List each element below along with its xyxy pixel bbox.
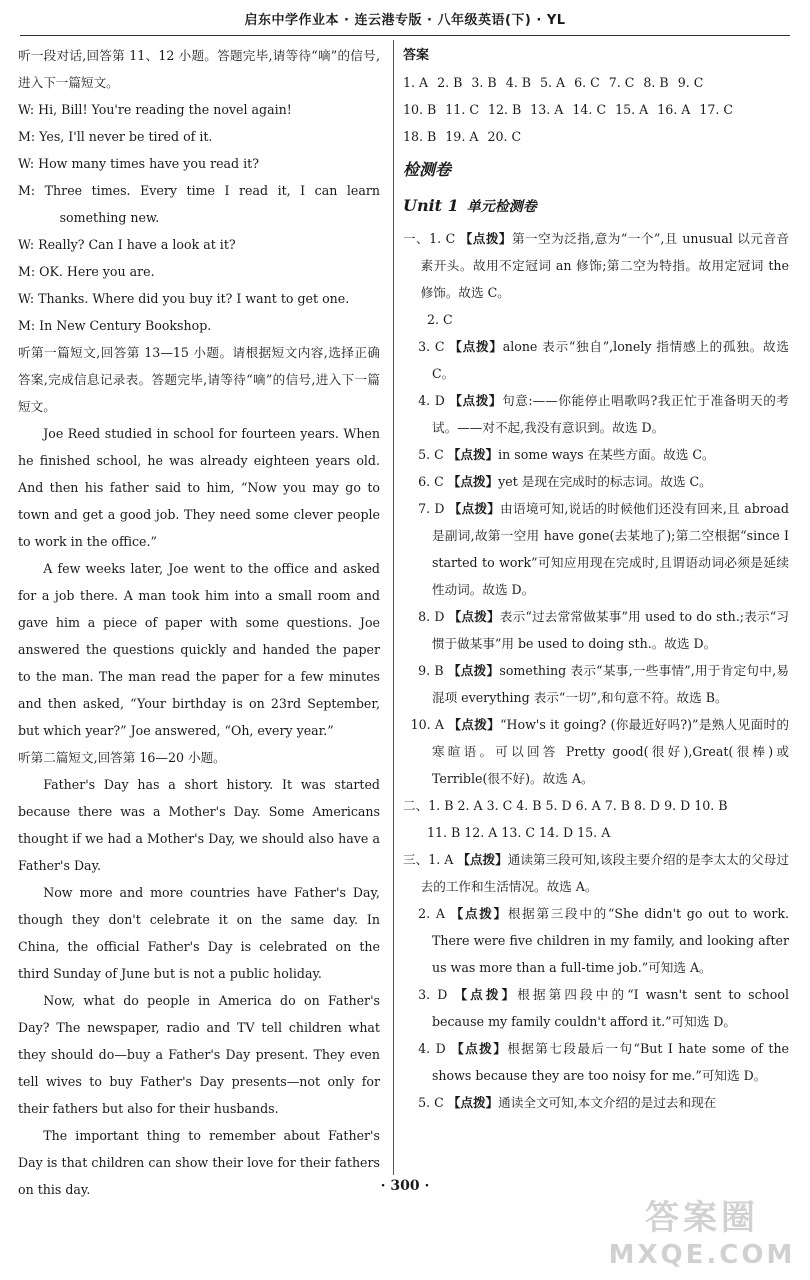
item-label: 1. C [429,231,456,246]
item-text: in some ways 在某些方面。故选 C。 [498,447,715,462]
item-label: 6. C [418,474,444,489]
part-prefix: 二、 [403,798,429,813]
item-label: 3. C [418,339,445,354]
answer-item: 7. C [608,75,635,90]
dialogue-line: M: Yes, I'll never be tired of it. [18,129,213,144]
passage-paragraph: Joe Reed studied in school for fourteen years. When he finished school, he was already eighteen years old. And then his father said to him, “Now you may go to town and get a good job. They need some clever people to work in the office.” [18,426,380,549]
hint-tag: 【点拨】 [448,717,501,732]
item-label: 5. C [418,447,444,462]
explanation-item [403,468,789,495]
unit-subtitle: 单元检测卷 [466,199,537,215]
item-text: 表示“过去常常做某事”用 used to do sth.;表示“习惯于做某事”用 be used to doing sth.。故选 D。 [431,609,789,651]
answer-item: 4. B [505,75,531,90]
dialogue-line: W: Really? Can I have a look at it? [18,237,236,252]
section-heading: 检测卷 [403,160,452,179]
dialogue-line: M: In New Century Bookshop. [18,318,212,333]
hint-tag: 【点拨】 [447,1095,499,1110]
hint-tag: 【点拨】 [457,852,508,867]
watermark-text: 答案圈 [645,1198,759,1238]
listening-instruction: 听第二篇短文,回答第 16—20 小题。 [18,750,226,765]
item-text: 根据第三段中的“She didn't go out to work. There were five children in my family, and looking after us was more than a full-time job.”可知选 A。 [431,906,789,975]
item-label: 10. A [410,717,445,732]
explanation-item [403,900,789,981]
answer-item: 1. A [403,75,429,90]
answer-item: 12. B [487,102,522,117]
answer-item: 14. C [572,102,607,117]
hint-tag: 【点拨】 [449,339,503,354]
item-text: 通读第三段可知,该段主要介绍的是李太太的父母过去的工作和生活情况。故选 A。 [420,852,789,894]
part-prefix: 三、 [403,852,429,867]
explanation-item [403,495,789,603]
watermark-url: MXQE.COM [608,1240,796,1270]
hint-tag: 【点拨】 [454,987,518,1002]
answer-item: 8. B [643,75,669,90]
explanation-item [403,1035,789,1089]
explanation-item [403,225,789,306]
answer-item: 16. A [657,102,691,117]
explanation-item [403,306,789,333]
answer-item: 10. B [403,102,437,117]
answers-row [403,123,789,150]
item-text: something 表示“某事,一些事情”,用于肯定句中,易混项 everything 表示“一切”,和句意不符。故选 B。 [431,663,790,705]
explanation-item [403,981,789,1035]
answer-item: 5. A [539,75,566,90]
watermark-logo [604,1196,800,1274]
answer-item: 11. C [445,102,479,117]
hint-tag: 【点拨】 [450,906,508,921]
hint-tag: 【点拨】 [447,663,500,678]
item-label: 1. A [428,852,454,867]
hint-tag: 【点拨】 [451,1041,508,1056]
item-text: 根据第七段最后一句“But I hate some of the shows because they are too noisy for me.”可知选 D。 [431,1041,790,1083]
listening-instruction: 听一段对话,回答第 11、12 小题。答题完毕,请等待“嘀”的信号,进入下一篇短文。 [18,48,380,90]
dialogue-line: W: How many times have you read it? [18,156,259,171]
answer-item: 15. A [615,102,649,117]
item-label: 3. D [418,987,448,1002]
column-divider [393,40,394,1175]
item-text: alone 表示“独自”,lonely 指情感上的孤独。故选 C。 [431,339,790,381]
dialogue-line: M: Three times. Every time I read it, I can learn something new. [18,183,380,225]
answer-item: 3. B [471,75,497,90]
item-label: 8. D [418,609,445,624]
item-text: 通读全文可知,本文介绍的是过去和现在 [498,1095,717,1110]
item-label: 7. D [418,501,445,516]
passage-paragraph: A few weeks later, Joe went to the office and asked for a job there. A man took him into a small room and gave him a piece of paper with some questions. Joe answered the questions quickly and handed the paper to the man. The man read the paper for a few minutes and then asked, “Your birthday is on 23rd September, but which year?” Joe answered, “Oh, every year.” [18,561,380,738]
item-text: yet 是现在完成时的标志词。故选 C。 [498,474,712,489]
answer-item: 9. C [677,75,704,90]
item-text: 根据第四段中的“I wasn't sent to school because my family couldn't afford it.”可知选 D。 [431,987,789,1029]
passage-paragraph: Father's Day has a short history. It was started because there was a Mother's Day. Some Americans thought if we had a Mother's Day, we should also have a Father's Day. [18,777,380,873]
passage-paragraph: Now more and more countries have Father's Day, though they don't celebrate it on the same day. In China, the official Father's Day is celebrated on the third Sunday of June but is not a public holiday. [18,885,380,981]
answer-line: 11. B 12. A 13. C 14. D 15. A [426,825,611,840]
explanation-item [403,441,789,468]
answers-row [403,69,789,96]
header-rule [20,35,790,36]
part-prefix: 一、 [403,231,430,246]
hint-tag: 【点拨】 [447,447,499,462]
dialogue-line: W: Thanks. Where did you buy it? I want to get one. [18,291,350,306]
passage-paragraph: The important thing to remember about Father's Day is that children can show their love for their fathers on this day. [18,1128,380,1197]
answer-item: 2. B [437,75,463,90]
explanation-item [403,1089,789,1116]
item-text: “How's it going? (你最近好吗?)”是熟人见面时的寒暄语。可以回答 Pretty good(很好),Great(很棒)或 Terrible(很不好)。故选 A。 [431,717,789,786]
answers-title: 答案 [403,48,430,63]
explanation-item [403,711,789,792]
unit-title: Unit 1 [403,196,459,215]
item-label: 2. A [418,906,445,921]
item-label: 2. C [426,312,453,327]
answer-item: 18. B [403,129,437,144]
answer-line [403,792,789,819]
answer-item: 19. A [445,129,479,144]
item-text: 句意:——你能停止唱歌吗?我正忙于准备明天的考试。——对不起,我没有意识到。故选 D。 [431,393,789,435]
dialogue-line: W: Hi, Bill! You're reading the novel again! [18,102,292,117]
listening-instruction: 听第一篇短文,回答第 13—15 小题。请根据短文内容,选择正确答案,完成信息记录表。答题完毕,请等待“嘀”的信号,进入下一篇短文。 [18,345,380,414]
left-column [18,42,380,1203]
answer-item: 6. C [574,75,600,90]
item-label: 5. C [418,1095,444,1110]
answer-item: 20. C [487,129,522,144]
unit-heading [403,190,789,223]
right-column [403,42,789,1116]
item-label: 9. B [418,663,444,678]
running-header: 启东中学作业本 · 连云港专版 · 八年级英语(下) · YL [244,13,566,28]
item-label: 4. D [418,393,445,408]
answers-row [403,96,789,123]
dialogue-line: M: OK. Here you are. [18,264,155,279]
answer-item: 17. C [699,102,734,117]
item-label: 4. D [418,1041,446,1056]
page-number: · 300 · [380,1178,430,1194]
hint-tag: 【点拨】 [448,501,501,516]
hint-tag: 【点拨】 [459,231,512,246]
passage-paragraph: Now, what do people in America do on Father's Day? The newspaper, radio and TV tell children what they should do—buy a Father's Day present. They even tell wives to buy Father's Day presents—not only for their fathers but also for their husbands. [18,993,380,1116]
explanation-item [403,603,789,657]
answer-line-text: 1. B 2. A 3. C 4. B 5. D 6. A 7. B 8. D 9. D 10. B [428,798,728,813]
hint-tag: 【点拨】 [447,474,499,489]
answer-item: 13. A [530,102,564,117]
item-text: 由语境可知,说话的时候他们还没有回来,且 abroad 是副词,故第一空用 have gone(去某地了);第二空根据“since I started to work”可知应用现在完成时,且谓语动词必须是延续性动词。故选 D。 [431,501,789,597]
item-text: 第一空为泛指,意为“一个”,且 unusual 以元音音素开头。故用不定冠词 an 修饰;第二空为特指。故用定冠词 the 修饰。故选 C。 [420,231,789,300]
explanation-item [403,846,789,900]
explanation-item [403,333,789,387]
hint-tag: 【点拨】 [449,393,503,408]
explanation-item [403,387,789,441]
hint-tag: 【点拨】 [448,609,500,624]
explanation-item [403,657,789,711]
